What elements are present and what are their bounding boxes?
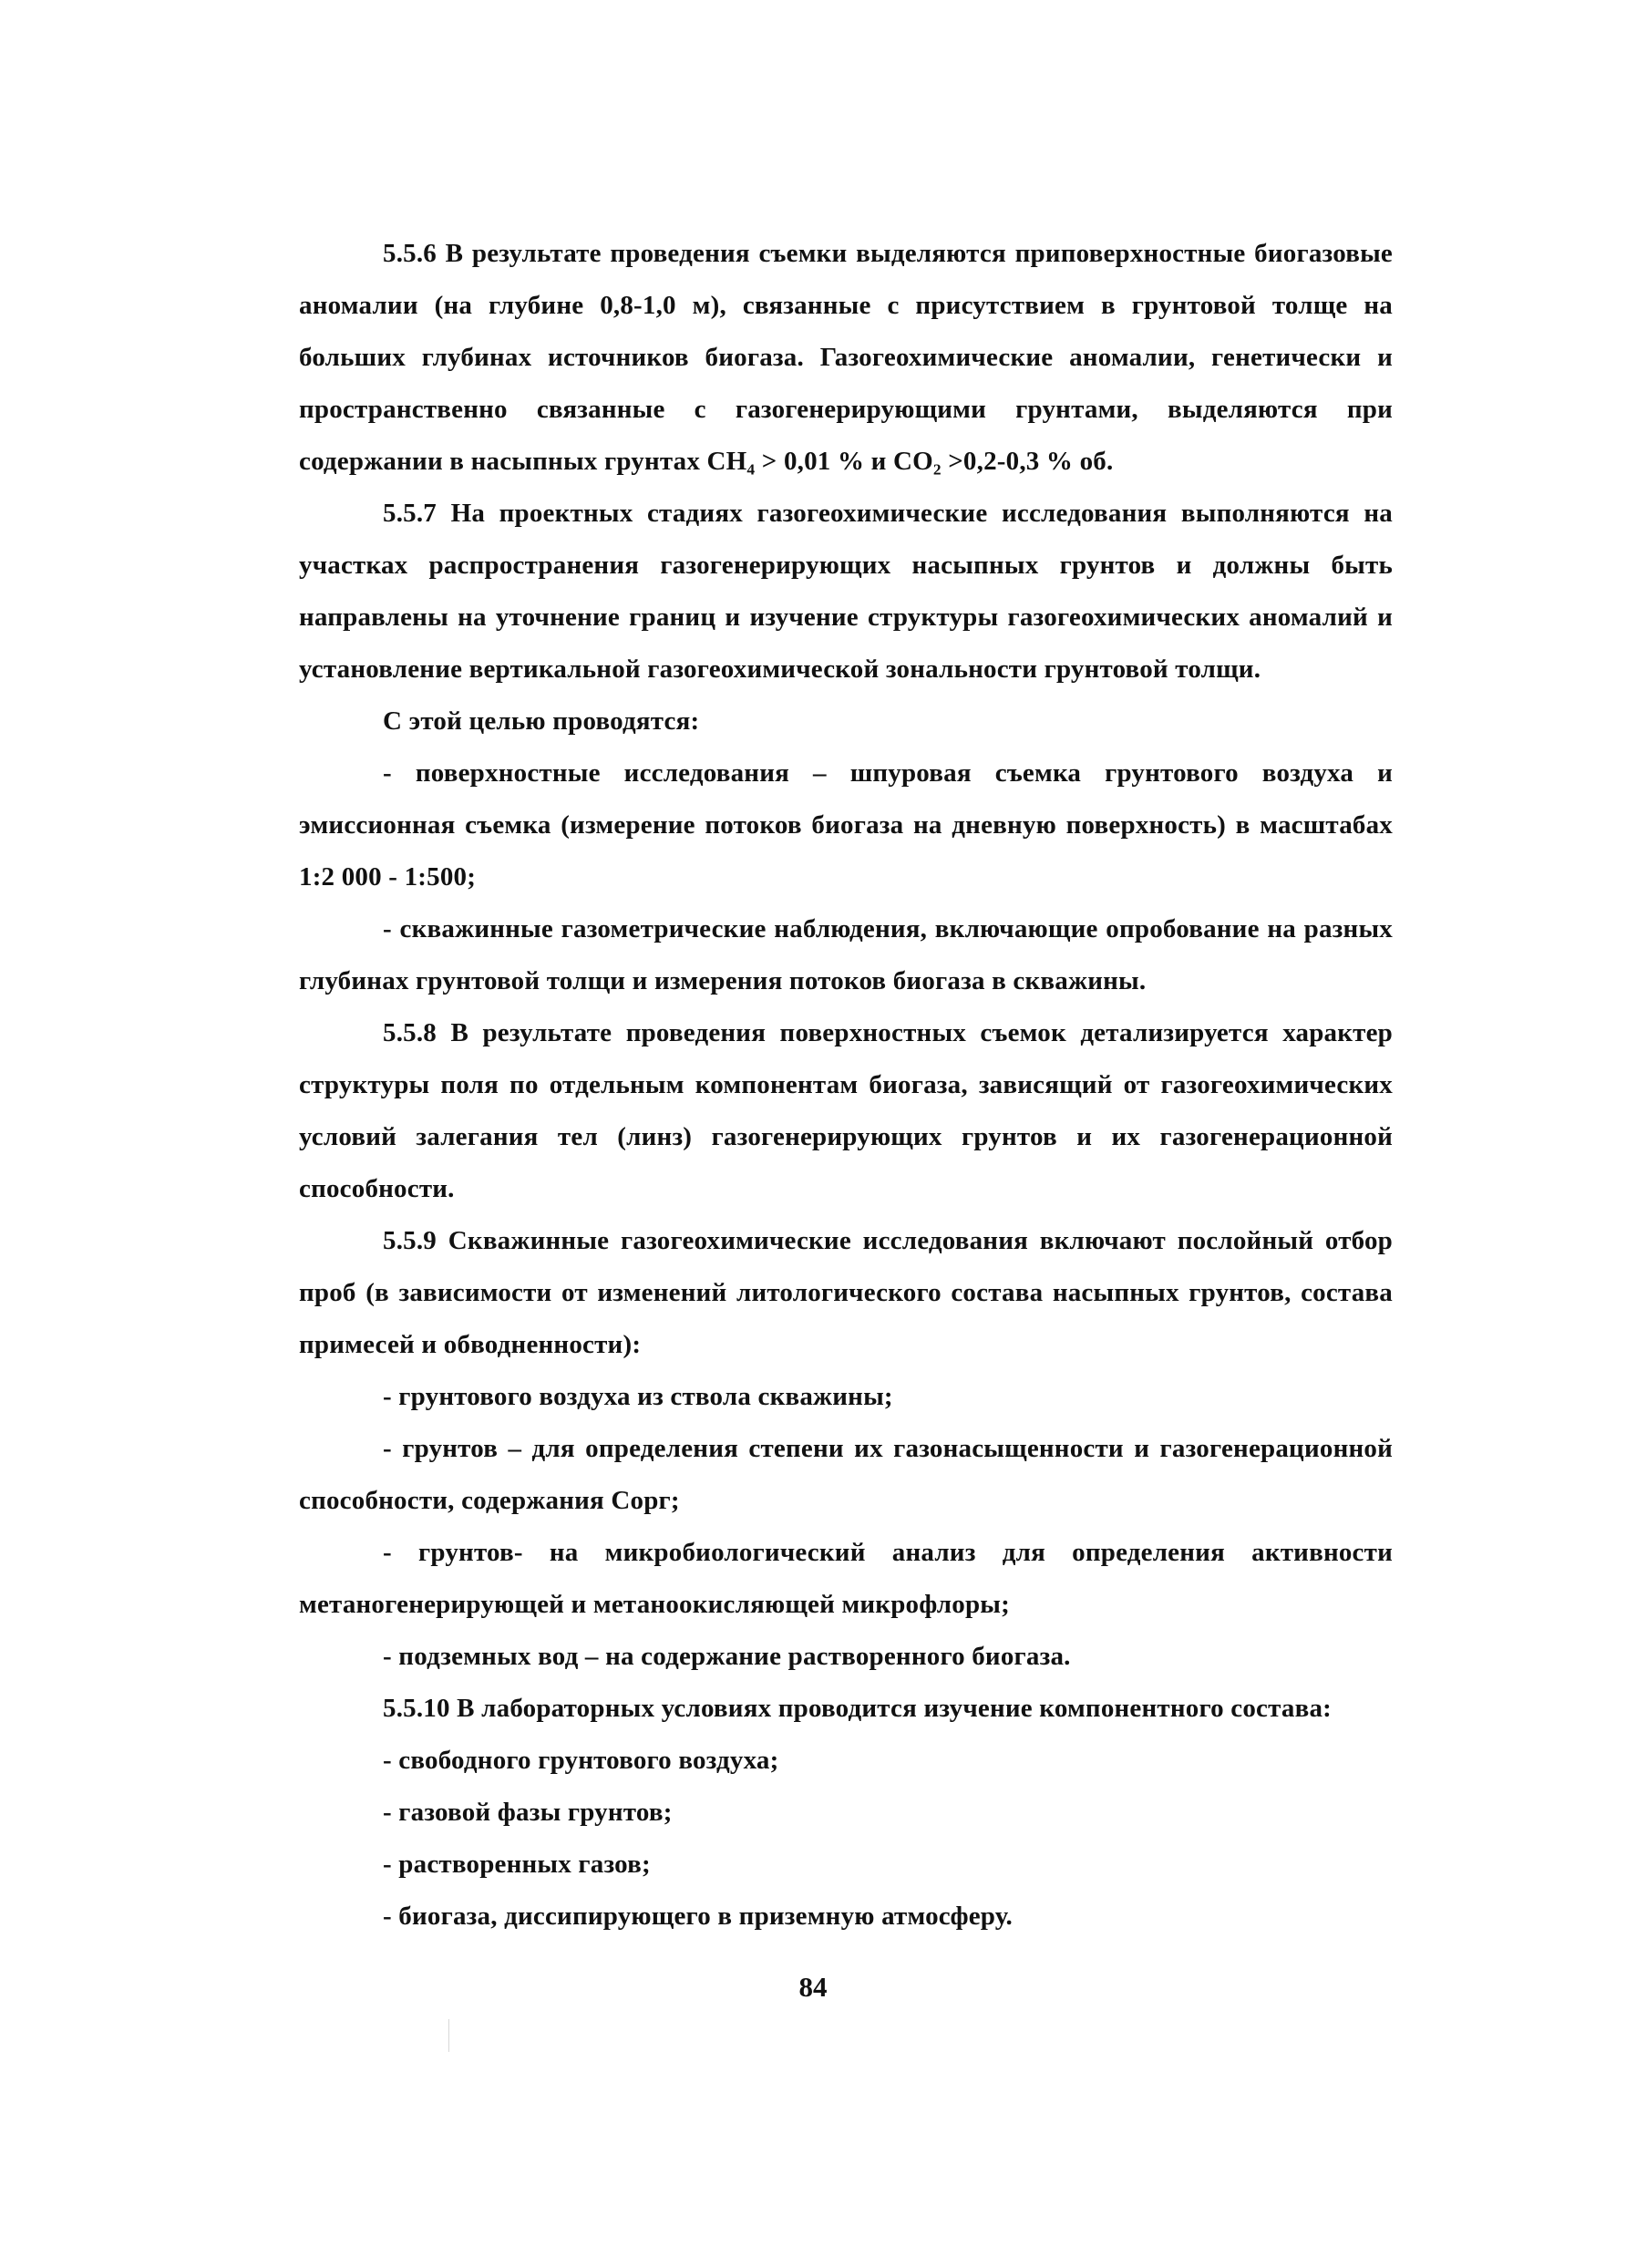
list-item-dissolved-gases: - растворенных газов; [383,1850,651,1879]
page-number: 84 [798,1971,828,2003]
paragraph-purpose: С этой целью проводятся: [383,706,700,736]
paragraph-5-5-7: 5.5.7 На проектных стадиях газогеохимические исследования выполняются на участках распространения газогенерирующих насыпных грунтов и должны быть направлены на уточнение границ и изучение структуры газогеохимических аномалий и установление вертикальной газогеохимической зональности грунтовой толщи. [299,499,1393,684]
paragraph-5-5-6: 5.5.6 В результате проведения съемки выделяются приповерхностные биогазовые аномалии (на глубине 0,8-1,0 м), связанные с присутствием в грунтовой толще на больших глубинах источников биогаза. Газогеохимические аномалии, генетически и пространственно связанные с газогенерирующими грунтами, выделяются при содержании в насыпных грунтах СН₄ > 0,01 % и СО₂ >0,2-0,3 % об. [299,239,1393,476]
list-item-groundwater: - подземных вод – на содержание растворенного биогаза. [383,1642,1071,1671]
list-item-surface-studies: - поверхностные исследования – шпуровая съемка грунтового воздуха и эмиссионная съемка (измерение потоков биогаза на дневную поверхность) в масштабах 1:2 000 - 1:500; [299,758,1393,892]
list-item-soil-air: - грунтового воздуха из ствола скважины; [383,1382,893,1411]
list-item-dissipating-biogas: - биогаза, диссипирующего в приземную атмосферу. [383,1902,1013,1931]
scan-artifact-line [448,2019,449,2052]
paragraph-5-5-9: 5.5.9 Скважинные газогеохимические исследования включают послойный отбор проб (в зависимости от изменений литологического состава насыпных грунтов, состава примесей и обводненности): [299,1226,1393,1359]
list-item-borehole-observations: - скважинные газометрические наблюдения, включающие опробование на разных глубинах грунтовой толщи и измерения потоков биогаза в скважины. [299,914,1393,995]
paragraph-5-5-8: 5.5.8 В результате проведения поверхностных съемок детализируется характер структуры поля по отдельным компонентам биогаза, зависящий от газогеохимических условий залегания тел (линз) газогенерирующих грунтов и их газогенерационной способности. [299,1018,1393,1203]
paragraph-5-5-10: 5.5.10 В лабораторных условиях проводится изучение компонентного состава: [383,1694,1333,1723]
list-item-gas-phase: - газовой фазы грунтов; [383,1798,673,1827]
list-item-microbiology: - грунтов- на микробиологический анализ для определения активности метаногенерирующей и метаноокисляющей микрофлоры; [299,1538,1393,1619]
list-item-free-soil-air: - свободного грунтового воздуха; [383,1746,779,1775]
page-body [299,228,1393,1943]
list-item-soils: - грунтов – для определения степени их газонасыщенности и газогенерационной способности, содержания Сорг; [299,1434,1393,1515]
